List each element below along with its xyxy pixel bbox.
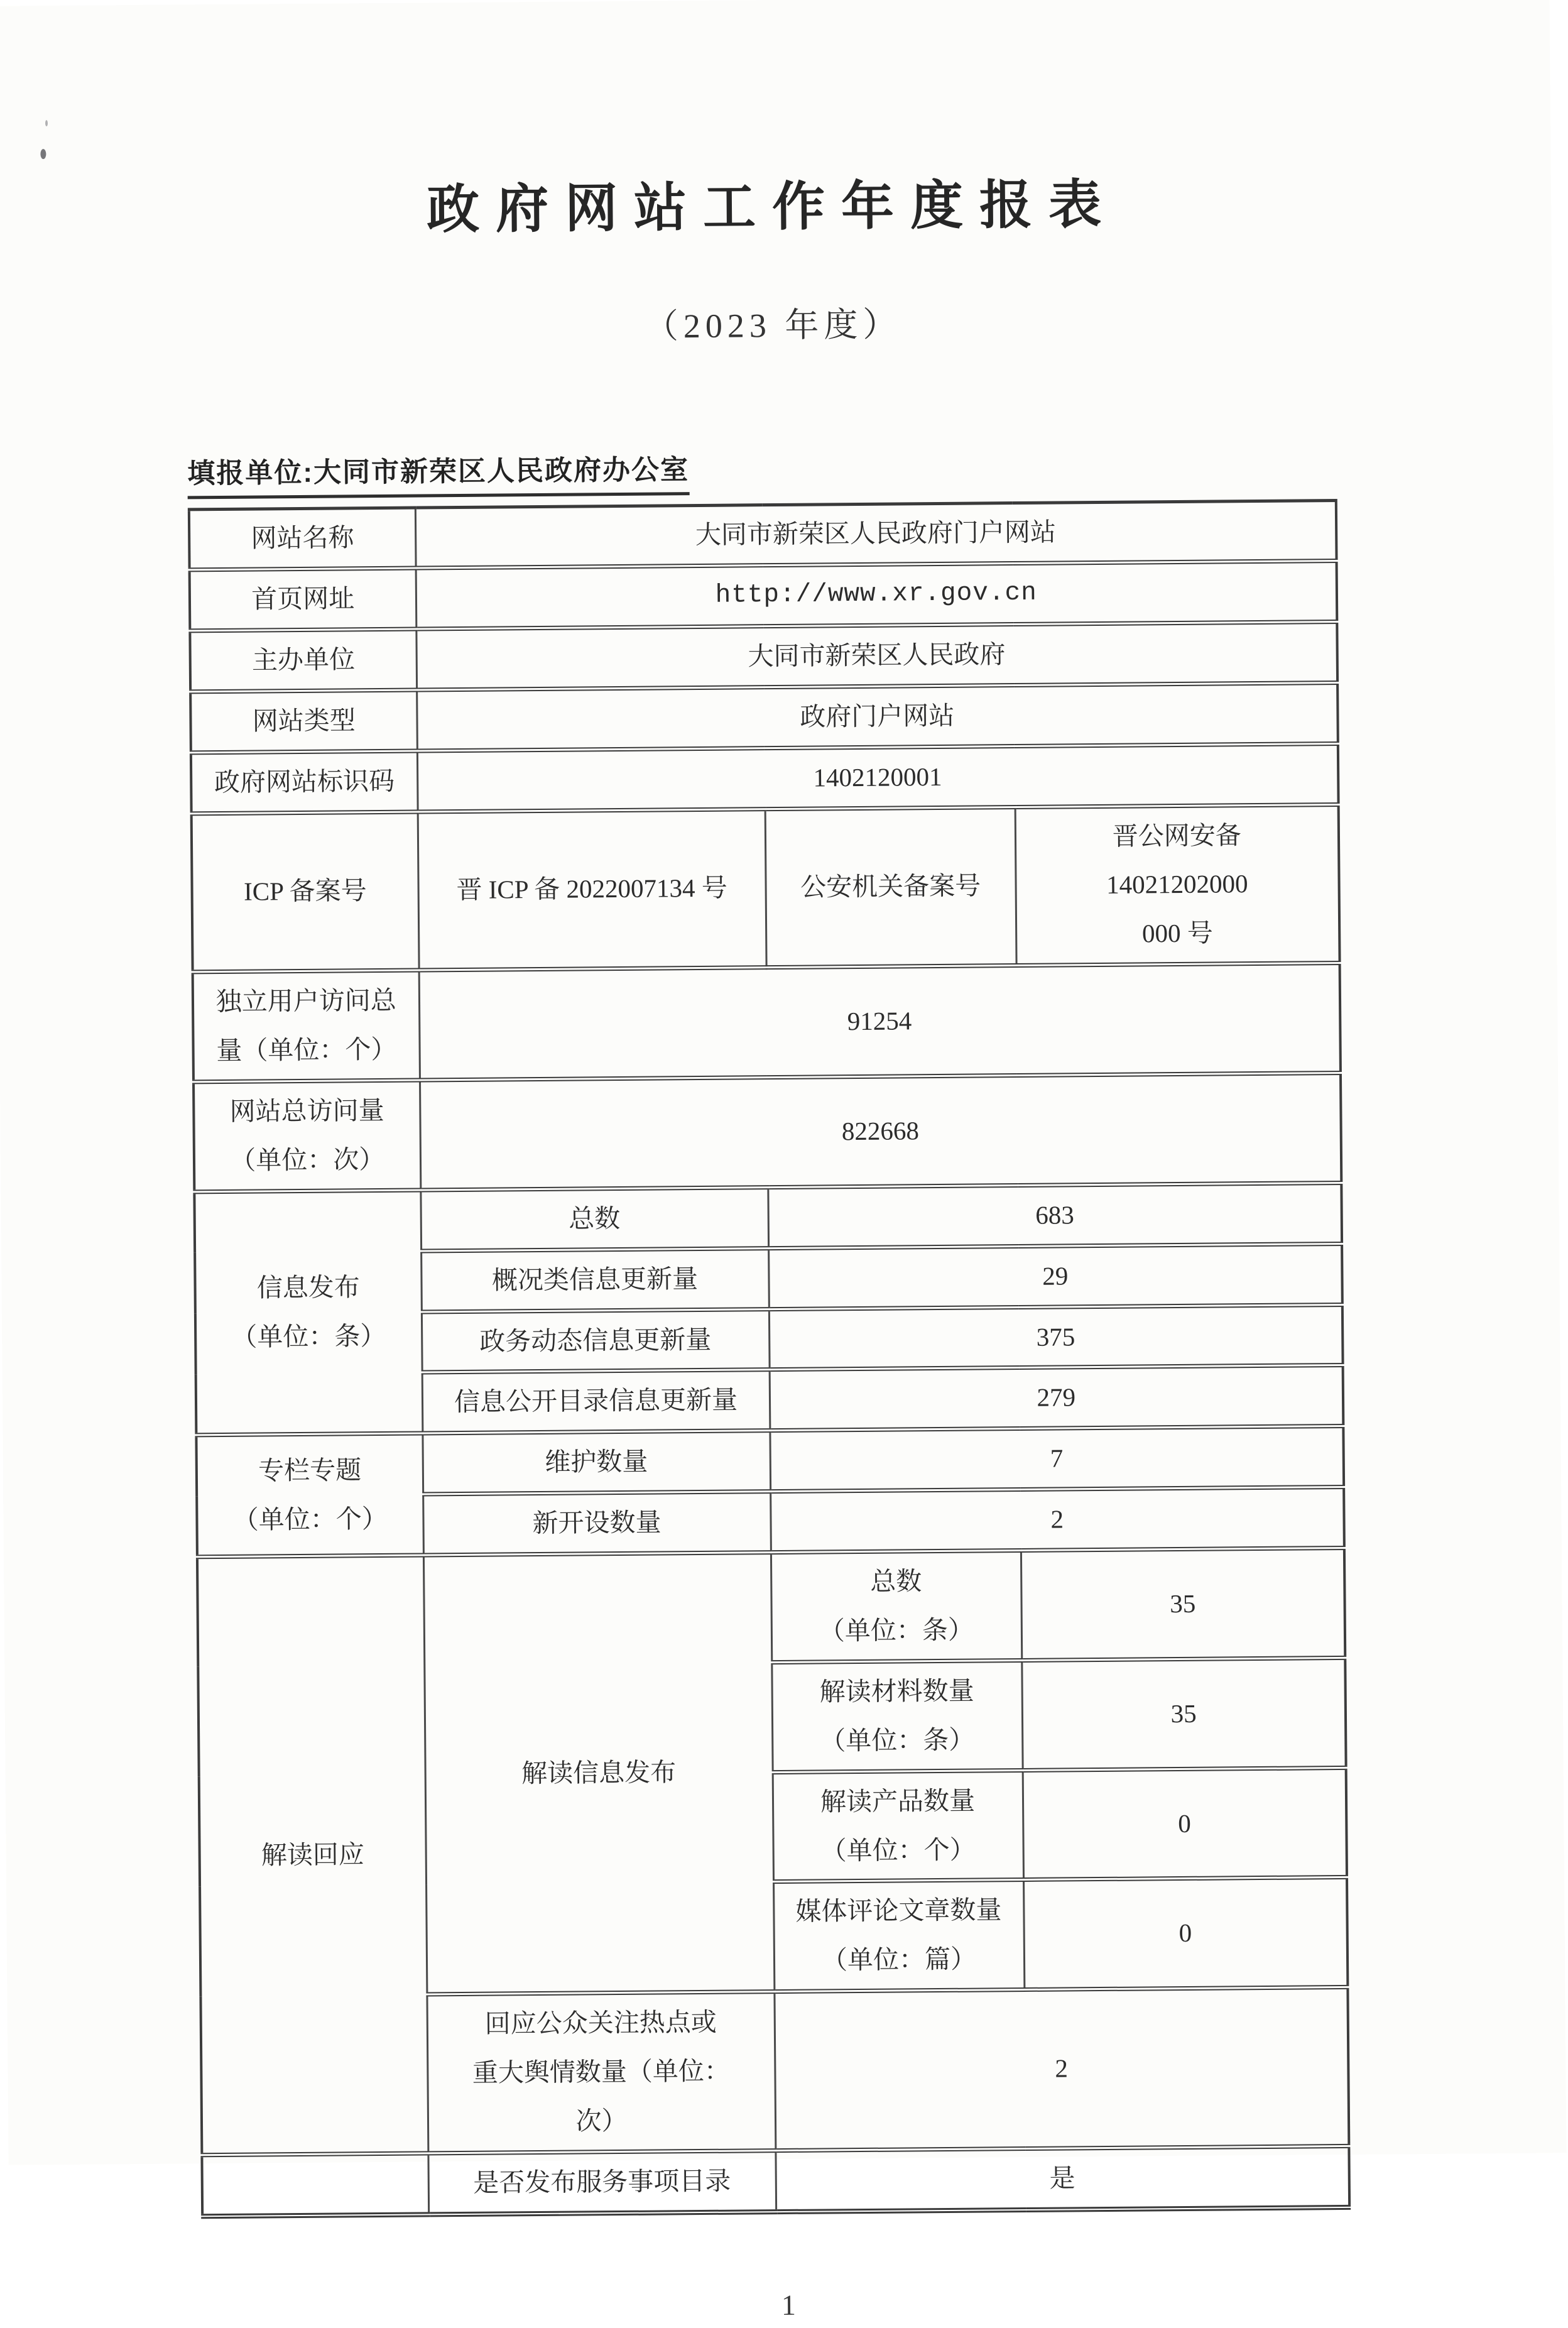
reporting-unit-label: 填报单位:大同市新荣区人民政府办公室 <box>187 447 689 499</box>
cell-info-total-value: 683 <box>768 1183 1342 1248</box>
cell-site-name-value: 大同市新荣区人民政府门户网站 <box>415 501 1337 569</box>
table-row <box>193 963 1341 1082</box>
page-subtitle: （2023 年度） <box>644 305 902 346</box>
cell-unique-visitors-label: 独立用户访问总 量（单位：个） <box>193 970 420 1082</box>
annual-report-table <box>188 499 1351 2219</box>
cell-icp-label: ICP 备案号 <box>192 812 419 972</box>
cell-interp-materials-value: 35 <box>1021 1658 1346 1770</box>
cell-disclosure-update-label: 信息公开目录信息更新量 <box>422 1370 770 1433</box>
cell-site-code-value: 1402120001 <box>417 743 1339 811</box>
table-row <box>190 682 1338 752</box>
table-row <box>190 561 1337 631</box>
cell-total-visits-value: 822668 <box>420 1073 1341 1189</box>
cell-unique-visitors-value: 91254 <box>419 963 1341 1080</box>
table-row <box>189 501 1337 570</box>
cell-interp-total-label: 总数 （单位：条） <box>771 1551 1021 1663</box>
cell-hotspot-response-value: 2 <box>774 1987 1349 2151</box>
cell-special-columns-group: 专栏专题 （单位：个） <box>196 1433 423 1557</box>
cell-interpretation-publish-group: 解读信息发布 <box>423 1553 774 1994</box>
table-row <box>194 1183 1342 1252</box>
table-row <box>190 621 1337 691</box>
cell-police-filing-value: 晋公网安备 14021202000 000 号 <box>1015 804 1340 966</box>
cell-gov-news-update-label: 政务动态信息更新量 <box>422 1309 770 1372</box>
scan-speck <box>40 149 46 159</box>
table-row <box>193 1073 1341 1191</box>
cell-site-type-label: 网站类型 <box>190 690 417 753</box>
table-row <box>197 1548 1345 1667</box>
cell-media-comments-value: 0 <box>1023 1877 1348 1990</box>
cell-gov-news-update-value: 375 <box>769 1304 1343 1370</box>
cell-overview-update-label: 概况类信息更新量 <box>421 1248 769 1311</box>
cell-info-publish-group: 信息发布 （单位：条） <box>194 1190 422 1435</box>
cell-interp-products-value: 0 <box>1023 1768 1347 1880</box>
cell-service-catalog-value: 是 <box>775 2146 1349 2212</box>
cell-media-comments-label: 媒体评论文章数量 （单位：篇） <box>773 1880 1024 1992</box>
cell-new-opened-count-value: 2 <box>770 1487 1344 1553</box>
cell-site-type-value: 政府门户网站 <box>416 682 1338 750</box>
cell-site-name-label: 网站名称 <box>189 508 416 570</box>
cell-sponsor-label: 主办单位 <box>190 629 416 692</box>
cell-homepage-url-value: http://www.xr.gov.cn <box>416 561 1337 629</box>
table-row <box>196 1426 1344 1496</box>
cell-sponsor-value: 大同市新荣区人民政府 <box>416 621 1337 689</box>
cell-site-code-label: 政府网站标识码 <box>191 751 418 814</box>
cell-interp-products-label: 解读产品数量 （单位：个） <box>773 1770 1023 1882</box>
cell-service-catalog-label: 是否发布服务事项目录 <box>428 2151 776 2215</box>
cell-empty-continuation <box>202 2153 428 2216</box>
cell-info-total-label: 总数 <box>420 1187 768 1250</box>
cell-maintained-count-label: 维护数量 <box>422 1431 770 1494</box>
page-title: 政府网站工作年度报表 <box>426 174 1118 239</box>
cell-new-opened-count-label: 新开设数量 <box>423 1492 771 1555</box>
table-row <box>191 743 1339 813</box>
cell-police-filing-label: 公安机关备案号 <box>765 807 1016 968</box>
cell-homepage-url-label: 首页网址 <box>190 568 416 631</box>
cell-interpretation-group: 解读回应 <box>197 1555 428 2155</box>
table-row <box>202 2146 1349 2216</box>
cell-total-visits-label: 网站总访问量 （单位：次） <box>193 1080 420 1192</box>
cell-interp-total-value: 35 <box>1021 1548 1345 1661</box>
cell-hotspot-response-label: 回应公众关注热点或 重大舆情数量（单位： 次） <box>427 1992 775 2153</box>
table-row <box>192 804 1340 972</box>
cell-icp-value: 晋 ICP 备 2022007134 号 <box>418 809 766 970</box>
reporting-unit-row <box>187 440 1554 499</box>
page-number: 1 <box>781 2288 797 2321</box>
cell-interp-materials-label: 解读材料数量 （单位：条） <box>771 1660 1022 1772</box>
cell-maintained-count-value: 7 <box>770 1426 1344 1492</box>
cell-disclosure-update-value: 279 <box>770 1365 1344 1431</box>
cell-overview-update-value: 29 <box>768 1243 1342 1309</box>
scan-speck <box>45 120 48 126</box>
